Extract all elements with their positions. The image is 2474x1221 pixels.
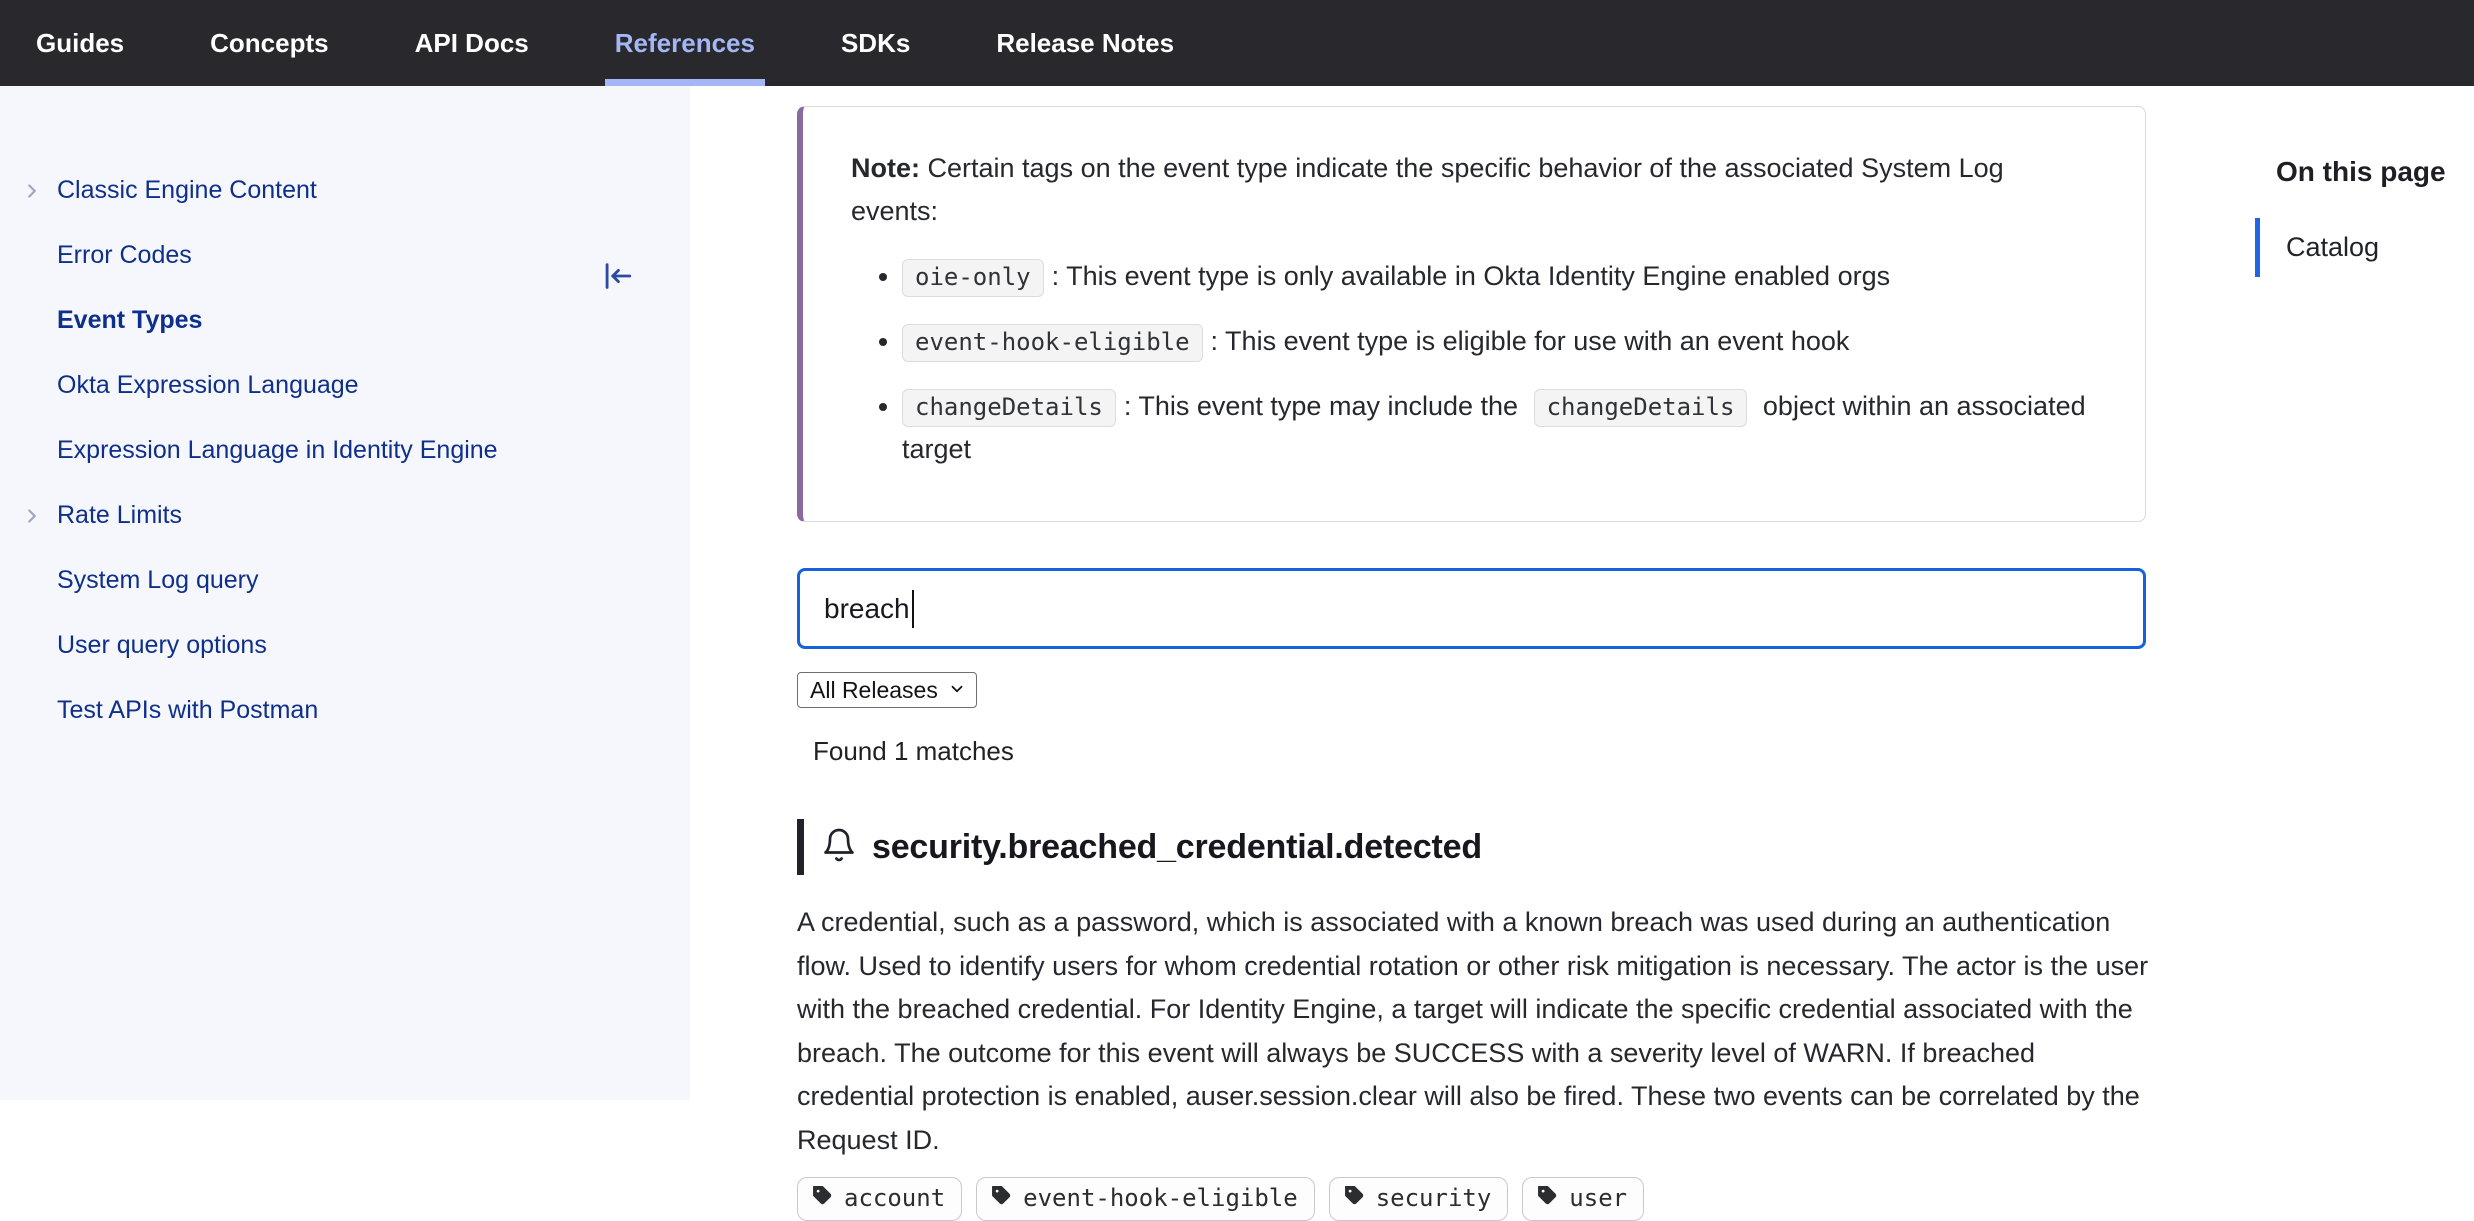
tag-pill-event-hook-eligible[interactable]: event-hook-eligible — [976, 1177, 1315, 1221]
sidebar-item-label: Classic Engine Content — [57, 176, 317, 204]
code-chip: changeDetails — [1534, 389, 1748, 427]
note-label: Note: — [851, 153, 920, 183]
tag-pill-security[interactable]: security — [1329, 1177, 1509, 1221]
code-chip: oie-only — [902, 259, 1044, 297]
nav-item-api-docs[interactable]: API Docs — [414, 27, 529, 58]
sidebar-navigation — [0, 86, 690, 1100]
text-caret — [912, 590, 914, 628]
sidebar-item-label: User query options — [57, 631, 267, 659]
release-filter-select[interactable] — [797, 672, 977, 708]
event-description: A credential, such as a password, which is associated with a known breach was used during an authentication flow. Used to identify users for whom credential rotation or other risk mitigation is necessary. The actor is the user with the breached credential. For Identity Engine, a target will indicate the specific credential associated with the breach. The outcome for this event will always be SUCCESS with a severity level of WARN. If breached credential protection is enabled, auser.session.clear will also be fired. These two events can be correlated by the Request ID. — [797, 907, 2149, 1155]
sidebar-item-label: Rate Limits — [57, 501, 183, 529]
sidebar-item-system-log-query[interactable] — [0, 548, 690, 613]
chevron-down-icon — [948, 677, 966, 704]
sidebar-item-label: Test APIs with Postman — [57, 696, 319, 724]
code-chip: event-hook-eligible — [902, 324, 1203, 362]
sidebar-item-user-query-options[interactable] — [0, 613, 690, 678]
sidebar-item-label: Expression Language in Identity Engine — [57, 436, 498, 464]
event-search-input[interactable] — [797, 568, 2146, 649]
code-chip: changeDetails — [902, 389, 1116, 427]
sidebar-item-test-apis-with-postman[interactable] — [0, 678, 690, 743]
note-bullet-oie-only: • oie-only : This event type is only available in Okta Identity Engine enabled orgs — [902, 255, 2097, 298]
nav-item-concepts[interactable]: Concepts — [210, 27, 329, 58]
tag-pill-user[interactable]: user — [1522, 1177, 1644, 1221]
search-input-value: breach — [824, 592, 910, 624]
tag-icon — [991, 1184, 1012, 1212]
toc-title: On this page — [2276, 156, 2446, 187]
sidebar-item-label: System Log query — [57, 566, 259, 594]
sidebar-item-event-types[interactable] — [0, 288, 690, 353]
nav-item-release-notes[interactable]: Release Notes — [996, 27, 1175, 58]
note-tag-list — [851, 255, 2097, 471]
note-intro: Note: Certain tags on the event type indicate the specific behavior of the associated System Log events: — [851, 153, 2004, 226]
note-callout — [797, 106, 2146, 522]
event-tag-row — [797, 1177, 2146, 1221]
top-navigation — [0, 0, 2474, 86]
sidebar-item-label: Event Types — [57, 306, 203, 334]
sidebar-item-okta-expression-language[interactable] — [0, 353, 690, 418]
chevron-right-icon[interactable] — [20, 179, 44, 203]
tag-icon — [812, 1184, 833, 1212]
sidebar-item-list — [0, 86, 690, 743]
note-bullet-event-hook-eligible: • event-hook-eligible : This event type is eligible for use with an event hook — [902, 320, 2097, 363]
tag-icon — [1344, 1184, 1365, 1212]
sidebar-item-error-codes[interactable] — [0, 223, 690, 288]
sidebar-item-label: Okta Expression Language — [57, 371, 359, 399]
main-content — [797, 86, 2149, 1221]
release-filter-value: All Releases — [810, 676, 938, 703]
chevron-right-icon[interactable] — [20, 504, 44, 528]
sidebar-item-label: Error Codes — [57, 241, 192, 269]
nav-item-guides[interactable]: Guides — [36, 27, 125, 58]
sidebar-item-rate-limits[interactable] — [0, 483, 690, 548]
results-summary: Found 1 matches — [813, 736, 1014, 766]
bell-icon — [821, 827, 857, 868]
event-name: security.breached_credential.detected — [872, 827, 1482, 866]
tag-pill-account[interactable]: account — [797, 1177, 962, 1221]
toc-item-catalog[interactable]: Catalog — [2255, 218, 2474, 277]
sidebar-item-classic-engine-content[interactable] — [0, 158, 690, 223]
nav-item-references[interactable]: References — [615, 0, 755, 86]
event-heading — [797, 819, 2146, 875]
nav-item-sdks[interactable]: SDKs — [840, 27, 911, 58]
tag-icon — [1537, 1184, 1558, 1212]
on-this-page-toc — [2255, 156, 2474, 277]
note-bullet-change-details: • changeDetails : This event type may include the changeDetails object within an associated target — [902, 385, 2097, 471]
sidebar-item-expression-language-identity-engine[interactable] — [0, 418, 690, 483]
